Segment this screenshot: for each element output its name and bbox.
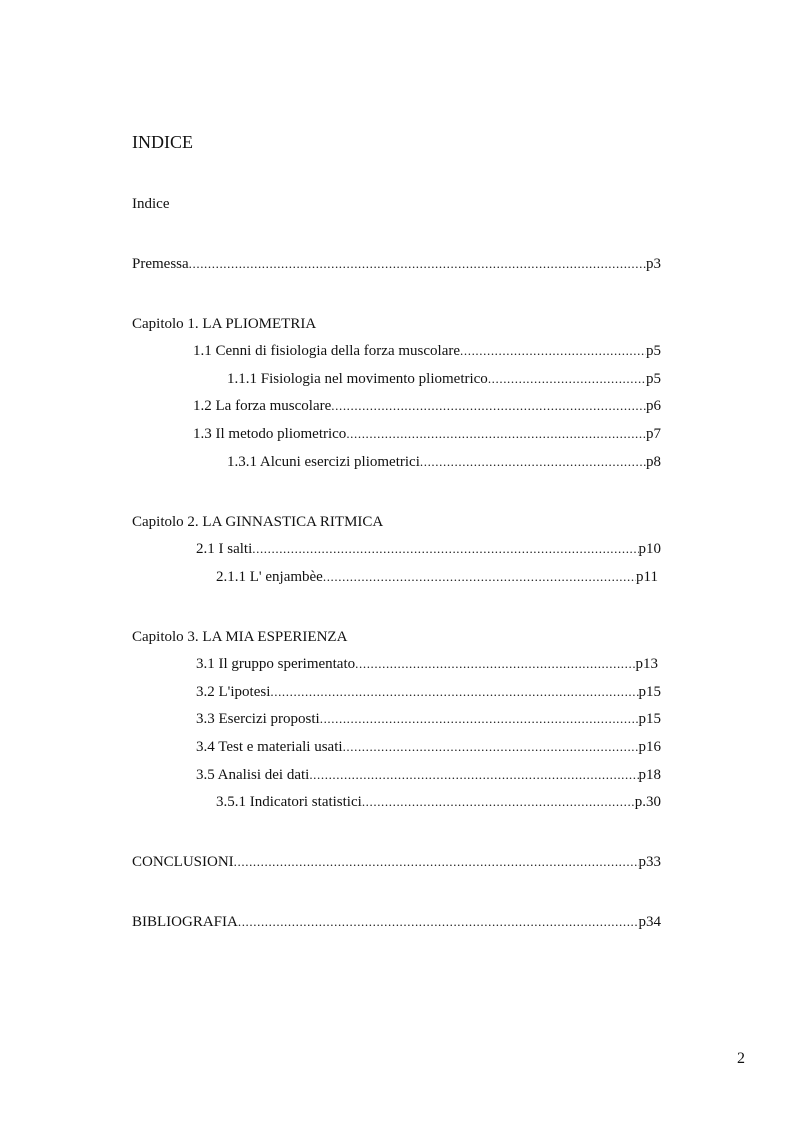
toc-entry-page: p5 [646,371,661,387]
toc-entry-page: p16 [638,739,661,755]
toc-entry-page: p5 [646,343,661,359]
page-number: 2 [737,1050,745,1067]
toc-leader-dots [252,541,638,557]
toc-entry[interactable] [193,343,661,363]
toc-entry-label: 3.1 Il gruppo sperimentato [196,656,356,672]
toc-leader-dots [420,454,646,470]
toc-entry[interactable] [196,767,661,787]
toc-entry-label: BIBLIOGRAFIA [132,914,238,930]
toc-leader-dots [460,343,646,359]
toc-entry-page: p13 [635,656,658,672]
toc-leader-dots [238,914,639,930]
toc-entry-label: 2.1.1 L' enjambèe [216,569,323,585]
toc-leader-dots [355,656,635,672]
toc-leader-dots [488,371,646,387]
toc-entry[interactable] [196,656,658,676]
toc-entry-page: p33 [638,854,661,870]
toc-entry-label: CONCLUSIONI [132,854,234,870]
toc-entry-label: 3.4 Test e materiali usati [196,739,343,755]
toc-entry[interactable] [196,711,661,731]
toc-entry-label: 1.3 Il metodo pliometrico [193,426,347,442]
toc-entry-page: p18 [638,767,661,783]
toc-entry-page: p6 [646,398,661,414]
toc-entry-page: p10 [638,541,661,557]
toc-entry-conclusioni[interactable] [132,854,661,874]
toc-entry-label: 3.5.1 Indicatori statistici [216,794,362,810]
toc-entry-bibliografia[interactable] [132,914,661,934]
chapter-3-title[interactable]: Capitolo 3. LA MIA ESPERIENZA [132,629,348,645]
toc-leader-dots [270,684,638,700]
toc-leader-dots [346,426,646,442]
toc-entry-premessa[interactable] [132,256,661,276]
toc-entry-page: p11 [636,569,658,585]
toc-leader-dots [331,398,646,414]
toc-entry-label: 1.1 Cenni di fisiologia della forza muscolare [193,343,461,359]
toc-entry-label: 3.3 Esercizi proposti [196,711,320,727]
toc-entry[interactable] [196,684,661,704]
toc-entry-label: 1.1.1 Fisiologia nel movimento pliometrico [227,371,488,387]
page-title: INDICE [132,132,193,152]
toc-entry[interactable] [216,569,658,589]
toc-entry-page: p.30 [634,794,661,810]
toc-entry-page: p15 [638,711,661,727]
toc-entry-page: p15 [638,684,661,700]
toc-leader-dots [323,569,636,585]
index-subtitle: Indice [132,196,170,212]
toc-entry[interactable] [227,371,661,391]
toc-entry[interactable] [193,398,661,418]
chapter-2-title[interactable]: Capitolo 2. LA GINNASTICA RITMICA [132,514,384,530]
toc-leader-dots [309,767,638,783]
toc-entry-page: p34 [638,914,661,930]
toc-leader-dots [189,256,646,272]
toc-entry-label: 2.1 I salti [196,541,253,557]
toc-entry-label: 1.3.1 Alcuni esercizi pliometrici [227,454,420,470]
toc-entry-page: p3 [646,256,661,272]
chapter-1-title[interactable]: Capitolo 1. LA PLIOMETRIA [132,316,317,332]
toc-entry-page: p7 [646,426,661,442]
toc-entry[interactable] [193,426,661,446]
toc-entry[interactable] [227,454,661,474]
toc-entry-page: p8 [646,454,661,470]
toc-leader-dots [320,711,639,727]
toc-entry[interactable] [196,541,661,561]
toc-entry-label: 3.5 Analisi dei dati [196,767,310,783]
toc-leader-dots [234,854,639,870]
toc-leader-dots [362,794,635,810]
toc-entry-label: 1.2 La forza muscolare [193,398,332,414]
toc-entry-label: 3.2 L'ipotesi [196,684,271,700]
toc-entry[interactable] [216,794,661,814]
toc-entry[interactable] [196,739,661,759]
toc-leader-dots [343,739,639,755]
toc-entry-label: Premessa [132,256,189,272]
